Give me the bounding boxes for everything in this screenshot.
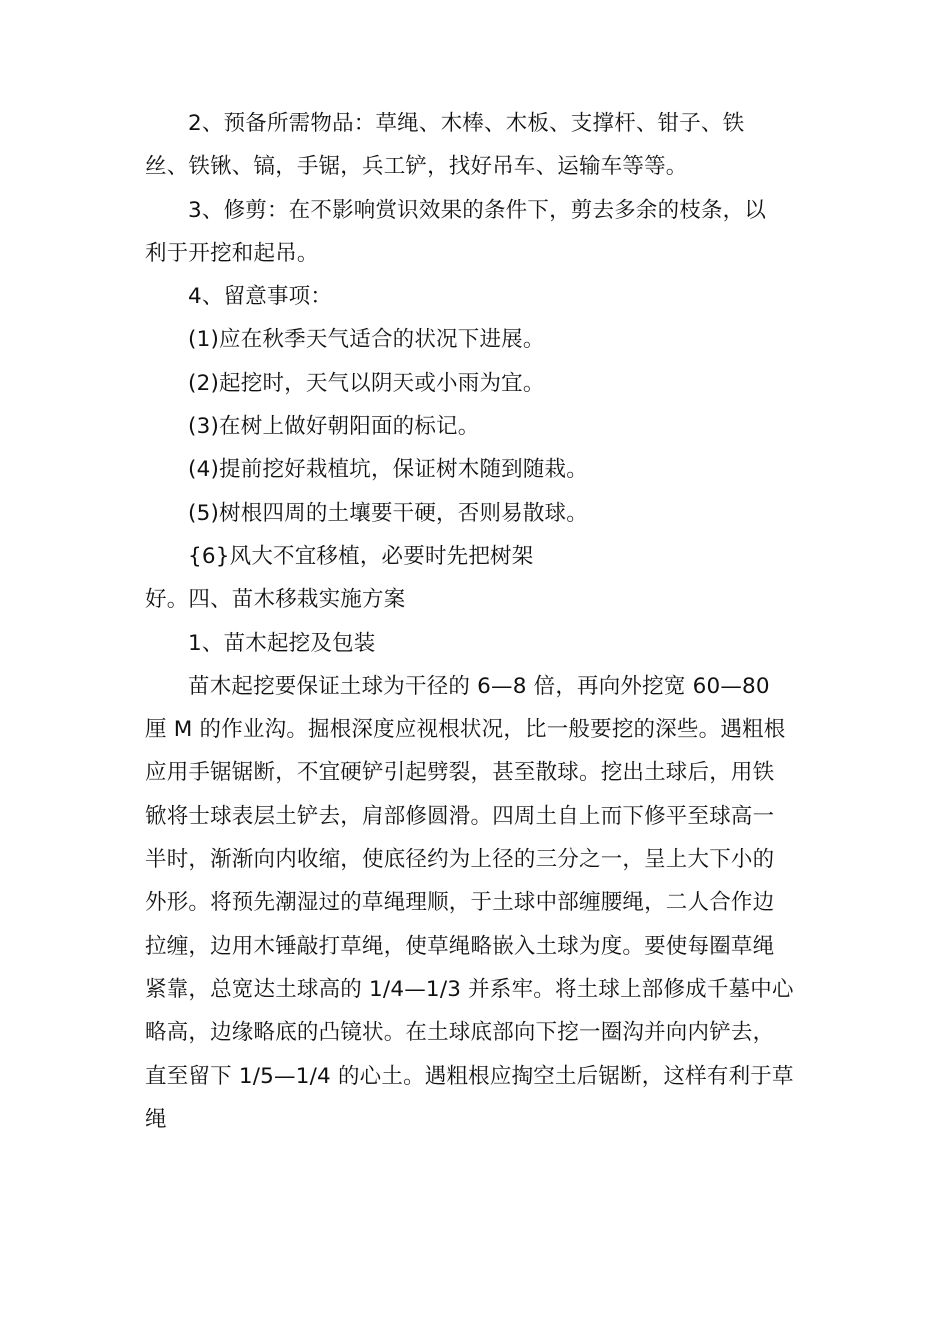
text-line: 2、预备所需物品：草绳、木棒、木板、支撑杆、钳子、铁 <box>188 111 745 136</box>
text-line: 利于开挖和起吊。 <box>145 240 319 266</box>
document-body <box>145 102 805 1141</box>
text-line: 苗木起挖要保证土球为干径的 6—8 倍，再向外挖宽 60—80 <box>188 673 770 699</box>
text-line: (5)树根四周的土壤要干硬，否则易散球。 <box>188 500 588 526</box>
text-line: {6}风大不宜移植，必要时先把树架 <box>188 543 534 569</box>
text-line: 4、留意事项： <box>188 284 333 310</box>
text-line: 略高，边缘略底的凸镜状。在土球底部向下挖一圈沟并向内铲去， <box>145 1020 775 1046</box>
text-line: 丝、铁锹、镐，手锯，兵工铲，找好吊车、运输车等等。 <box>145 154 688 180</box>
text-line: 紧靠，总宽达土球高的 1/4—1/3 并系牢。将土球上部修成千墓中心 <box>145 976 794 1002</box>
text-line: 好。四、苗木移栽实施方案 <box>145 587 406 613</box>
text-line: 直至留下 1/5—1/4 的心土。遇粗根应掏空土后锯断，这样有利于草 <box>145 1063 794 1089</box>
text-line: 外形。将预先潮湿过的草绳理顺，于土球中部缠腰绳，二人合作边 <box>145 890 775 916</box>
text-line: 3、修剪：在不影响赏识效果的条件下，剪去多余的枝条，以 <box>188 197 767 223</box>
text-line: 绳 <box>145 1106 167 1132</box>
text-line: 锨将士球表层土铲去，肩部修圆滑。四周土自上而下修平至球高一 <box>145 803 775 829</box>
text-line: (3)在树上做好朝阳面的标记。 <box>188 414 480 440</box>
text-line: 拉缠，边用木锤敲打草绳，使草绳略嵌入土球为度。要使每圈草绳 <box>145 933 775 959</box>
text-line: (1)应在秋季天气适合的状况下进展。 <box>188 327 545 353</box>
text-line: (4)提前挖好栽植坑，保证树木随到随栽。 <box>188 457 588 483</box>
text-line: (2)起挖时，天气以阴天或小雨为宜。 <box>188 370 545 396</box>
text-line: 厘 M 的作业沟。掘根深度应视根状况，比一般要挖的深些。遇粗根 <box>145 717 786 743</box>
text-line: 应用手锯锯断，不宜硬铲引起劈裂，甚至散球。挖出土球后，用铁 <box>145 760 775 786</box>
text-line: 1、苗木起挖及包装 <box>188 630 376 656</box>
text-line: 半时，渐渐向内收缩，使底径约为上径的三分之一，呈上大下小的 <box>145 847 775 873</box>
